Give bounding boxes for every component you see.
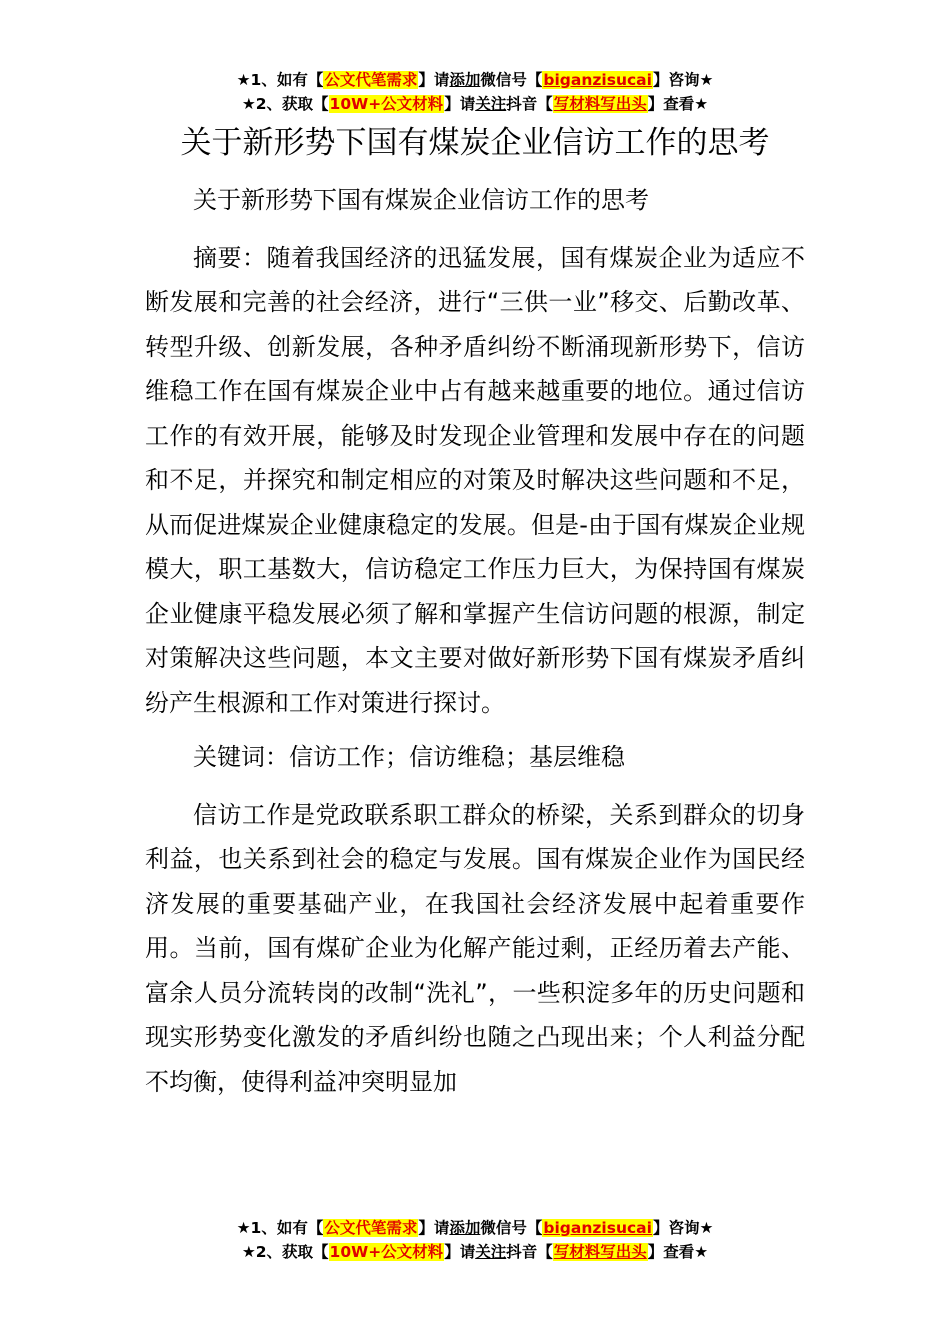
- banner-text: 微信号【: [480, 71, 543, 89]
- banner-line-1: [0, 68, 950, 92]
- banner-text: ★1、如有【: [236, 71, 324, 89]
- document-subtitle: 关于新形势下国有煤炭企业信访工作的思考: [193, 186, 649, 214]
- banner-text: 】咨询★: [652, 1219, 714, 1237]
- keywords-paragraph: 关键词：信访工作；信访维稳；基层维稳: [193, 743, 625, 771]
- document-title: 关于新形势下国有煤炭企业信访工作的思考: [180, 125, 770, 161]
- banner-underline-text: 添加: [449, 71, 481, 89]
- banner-text: ★2、获取【: [241, 1243, 329, 1261]
- banner-text: 】请: [418, 71, 450, 89]
- banner-underline-text: 关注: [475, 95, 507, 113]
- banner-text: 】请: [444, 1243, 476, 1261]
- banner-text: 】咨询★: [652, 71, 714, 89]
- document-body: [145, 178, 805, 1114]
- banner-text: ★1、如有【: [236, 1219, 324, 1237]
- banner-text: 】查看★: [647, 1243, 709, 1261]
- highlight-materials: 10W+公文材料: [329, 95, 444, 113]
- body-paragraph: 信访工作是党政联系职工群众的桥梁，关系到群众的切身利益，也关系到社会的稳定与发展。国有煤炭企业作为国民经济发展的重要基础产业，在我国社会经济发展中起着重要作用。当前，国有煤矿企业为化解产能过剩，正经历着去产能、富余人员分流转岗的改制“洗礼”，一些积淀多年的历史问题和现实形势变化激发的矛盾纠纷也随之凸现出来；个人利益分配不均衡，使得利益冲突明显加: [145, 800, 805, 1096]
- abstract-paragraph: 摘要：随着我国经济的迅猛发展，国有煤炭企业为适应不断发展和完善的社会经济，进行“三供一业”移交、后勤改革、转型升级、创新发展，各种矛盾纠纷不断涌现新形势下，信访维稳工作在国有煤炭企业中占有越来越重要的地位。通过信访工作的有效开展，能够及时发现企业管理和发展中存在的问题和不足，并探究和制定相应的对策及时解决这些问题和不足，从而促进煤炭企业健康稳定的发展。但是-由于国有煤炭企业规模大，职工基数大，信访稳定工作压力巨大，为保持国有煤炭企业健康平稳发展必须了解和掌握产生信访问题的根源，制定对策解决这些问题，本文主要对做好新形势下国有煤炭矛盾纠纷产生根源和工作对策进行探讨。: [145, 243, 805, 717]
- wechat-id-highlight: biganzisucai: [543, 1219, 652, 1237]
- douyin-id-highlight: 写材料写出头: [553, 1243, 647, 1261]
- banner-line-2: [0, 92, 950, 116]
- banner-line-1: [0, 1216, 950, 1240]
- banner-text: 抖音【: [506, 95, 553, 113]
- header-banner: [0, 68, 950, 116]
- highlight-materials: 10W+公文材料: [329, 1243, 444, 1261]
- banner-underline-text: 关注: [475, 1243, 507, 1261]
- banner-text: ★2、获取【: [241, 95, 329, 113]
- banner-underline-text: 添加: [449, 1219, 481, 1237]
- douyin-id-highlight: 写材料写出头: [553, 95, 647, 113]
- banner-text: 微信号【: [480, 1219, 543, 1237]
- banner-text: 】查看★: [647, 95, 709, 113]
- banner-text: 】请: [418, 1219, 450, 1237]
- banner-text: 抖音【: [506, 1243, 553, 1261]
- highlight-service: 公文代笔需求: [324, 1219, 418, 1237]
- banner-text: 】请: [444, 95, 476, 113]
- highlight-service: 公文代笔需求: [324, 71, 418, 89]
- wechat-id-highlight: biganzisucai: [543, 71, 652, 89]
- banner-line-2: [0, 1240, 950, 1264]
- footer-banner: [0, 1216, 950, 1264]
